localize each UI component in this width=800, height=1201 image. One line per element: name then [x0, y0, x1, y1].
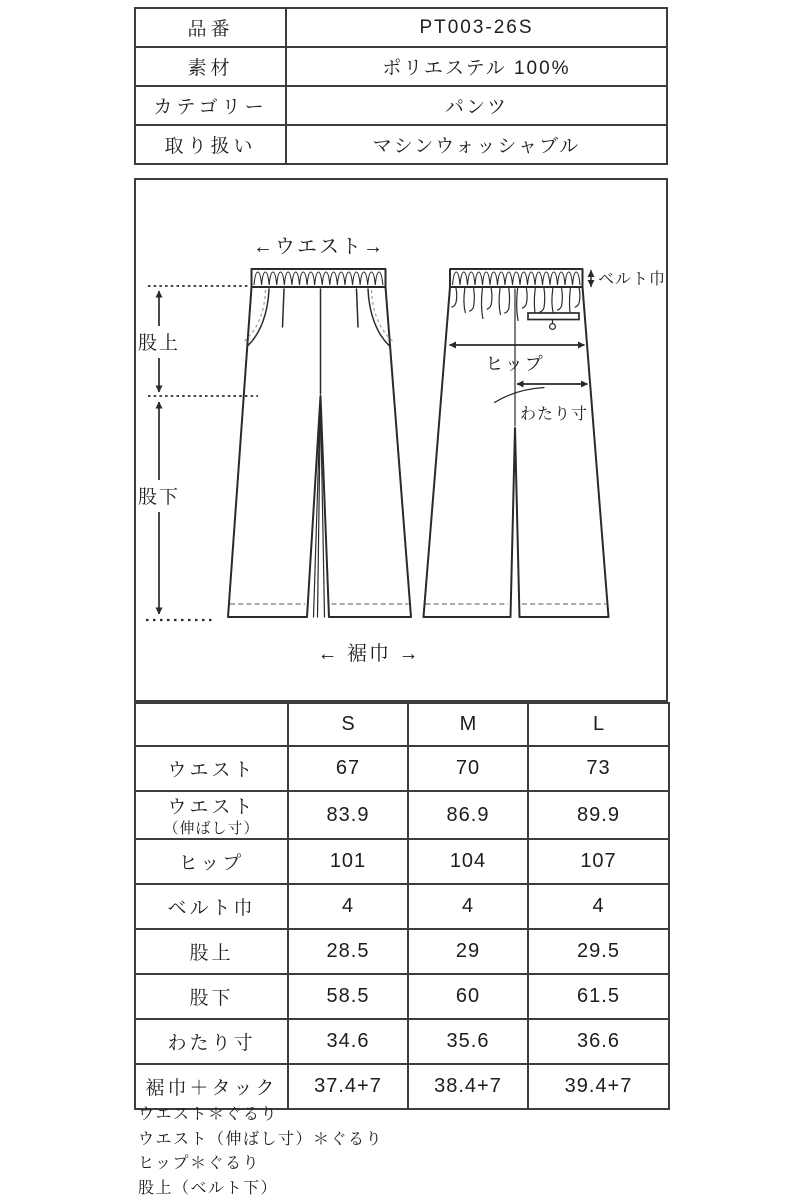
- size-value: 61.5: [528, 974, 669, 1019]
- table-row: [135, 47, 667, 86]
- info-label-category: カテゴリー: [135, 86, 286, 125]
- info-label-item-number: 品番: [135, 8, 286, 47]
- table-row: [135, 125, 667, 164]
- size-value: 36.6: [528, 1019, 669, 1064]
- gather-line: [575, 289, 580, 308]
- gather-line: [540, 289, 545, 313]
- size-value: 29: [408, 929, 528, 974]
- pants-diagram-svg: [136, 180, 666, 700]
- row-label-text: 股下: [136, 983, 287, 1010]
- size-value: 38.4+7: [408, 1064, 528, 1109]
- measurement-diagram: [134, 178, 668, 702]
- product-info-table: [134, 7, 668, 165]
- gather-line: [522, 289, 527, 309]
- size-header-s: S: [288, 703, 408, 746]
- belt-width-label: ベルト巾: [598, 270, 666, 288]
- size-row: [135, 929, 669, 974]
- size-row-label: [135, 746, 288, 791]
- row-label-text: ベルト巾: [136, 893, 287, 920]
- footnote: ウエスト（伸ばし寸）＊ぐるり: [138, 1128, 383, 1153]
- gather-line: [464, 289, 465, 313]
- gather-line: [487, 289, 492, 310]
- info-value-category: パンツ: [286, 86, 667, 125]
- back-pants-outline: [424, 287, 609, 617]
- size-value: 104: [408, 839, 528, 884]
- size-value: 60: [408, 974, 528, 1019]
- footnotes: [138, 1103, 383, 1201]
- size-row: [135, 746, 669, 791]
- size-value: 89.9: [528, 791, 669, 839]
- size-value: 58.5: [288, 974, 408, 1019]
- measurement-annotations: [253, 236, 666, 665]
- gather-line: [499, 289, 500, 315]
- size-value: 107: [528, 839, 669, 884]
- row-label-text: ウエスト: [136, 792, 287, 819]
- row-label-text: わたり寸: [136, 1028, 287, 1055]
- size-table: [134, 702, 670, 1110]
- size-value: 37.4+7: [288, 1064, 408, 1109]
- waist-label: ←ウエスト→: [253, 236, 385, 258]
- size-value: 35.6: [408, 1019, 528, 1064]
- inseam-label: 股下: [138, 486, 180, 508]
- back-waistband-elastic: [453, 272, 581, 285]
- gather-line: [558, 289, 563, 311]
- size-value: 67: [288, 746, 408, 791]
- size-value: 29.5: [528, 929, 669, 974]
- footnote: ウエスト＊ぐるり: [138, 1103, 383, 1128]
- size-value: 101: [288, 839, 408, 884]
- info-label-material: 素材: [135, 47, 286, 86]
- size-header-l: L: [528, 703, 669, 746]
- size-value: 4: [288, 884, 408, 929]
- size-row: [135, 1019, 669, 1064]
- gather-line: [552, 289, 553, 314]
- size-value: 4: [528, 884, 669, 929]
- size-row-label: [135, 791, 288, 839]
- size-header-row: [135, 703, 669, 746]
- size-value: 4: [408, 884, 528, 929]
- rise-label: 股上: [138, 332, 180, 354]
- size-row-label: [135, 839, 288, 884]
- front-pants-drawing: [228, 269, 411, 617]
- size-row: [135, 974, 669, 1019]
- size-row: [135, 791, 669, 839]
- size-header-m: M: [408, 703, 528, 746]
- front-pleat-line: [283, 289, 285, 327]
- size-value: 28.5: [288, 929, 408, 974]
- size-row-label: [135, 929, 288, 974]
- thigh-width-label: わたり寸: [520, 405, 588, 423]
- gather-line: [505, 289, 510, 314]
- row-label-text: 股上: [136, 938, 287, 965]
- size-row-label: [135, 884, 288, 929]
- size-row: [135, 884, 669, 929]
- size-value: 83.9: [288, 791, 408, 839]
- front-pleat-line: [357, 289, 359, 327]
- gather-line: [470, 289, 475, 312]
- hip-label: ヒップ: [485, 354, 544, 374]
- row-label-subtext: （伸ばし寸）: [136, 817, 287, 838]
- info-value-material: ポリエステル 100%: [286, 47, 667, 86]
- row-label-text: ウエスト: [136, 755, 287, 782]
- size-row-label: [135, 974, 288, 1019]
- info-label-care: 取り扱い: [135, 125, 286, 164]
- table-row: [135, 8, 667, 47]
- size-value: 34.6: [288, 1019, 408, 1064]
- info-value-care: マシンウォッシャブル: [286, 125, 667, 164]
- footnote: 股上（ベルト下）: [138, 1177, 383, 1201]
- footnote: ヒップ＊ぐるり: [138, 1152, 383, 1177]
- back-pants-drawing: [424, 269, 609, 617]
- size-row: [135, 839, 669, 884]
- gather-line: [517, 289, 518, 321]
- info-value-item-number: PT003-26S: [286, 8, 667, 47]
- size-row-label: [135, 1019, 288, 1064]
- hem-width-label: ← 裾巾 →: [317, 642, 420, 665]
- size-value: 70: [408, 746, 528, 791]
- front-waistband-elastic: [254, 272, 383, 285]
- button-icon: [550, 324, 556, 330]
- size-header-empty: [135, 703, 288, 746]
- gather-line: [452, 289, 457, 308]
- gather-line: [482, 289, 483, 319]
- row-label-text: 裾巾＋タック: [136, 1073, 287, 1100]
- size-value: 39.4+7: [528, 1064, 669, 1109]
- size-value: 73: [528, 746, 669, 791]
- thigh-leader-line: [495, 388, 545, 403]
- row-label-text: ヒップ: [136, 848, 287, 875]
- back-welt-pocket: [528, 313, 579, 320]
- table-row: [135, 86, 667, 125]
- size-value: 86.9: [408, 791, 528, 839]
